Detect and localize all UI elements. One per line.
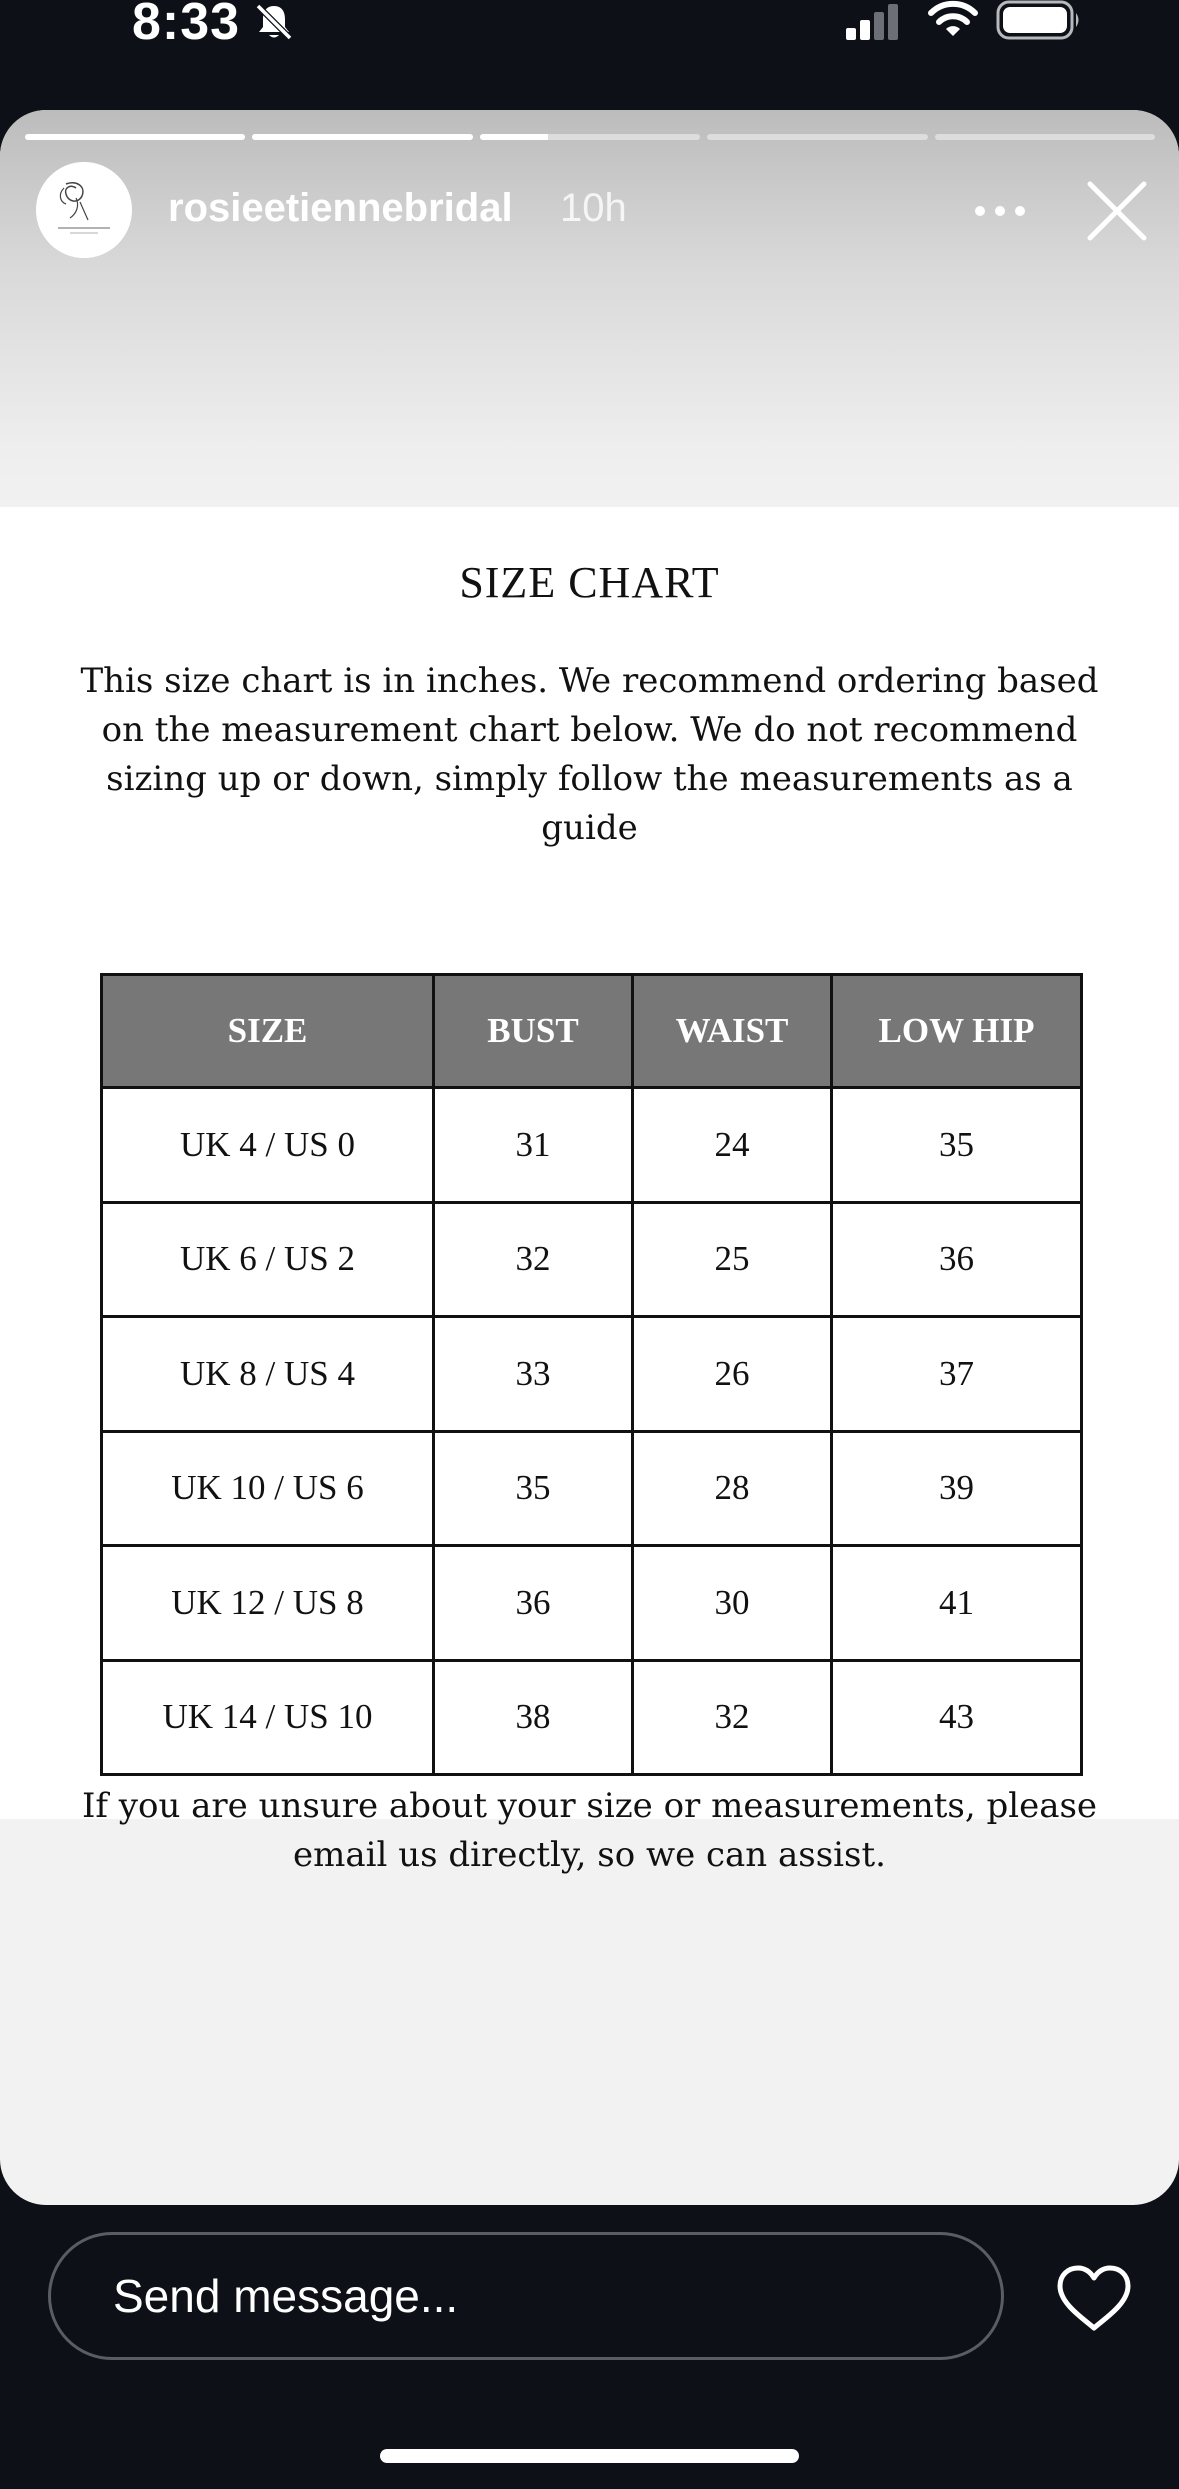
column-header-size: SIZE bbox=[102, 975, 434, 1088]
size-chart-title: SIZE CHART bbox=[459, 558, 720, 607]
cell-bust: 35 bbox=[434, 1431, 633, 1546]
cell-bust: 32 bbox=[434, 1202, 633, 1317]
progress-segment bbox=[935, 134, 1155, 140]
size-chart-intro: This size chart is in inches. We recommend ordering based on the measurement chart below. We do not recommend sizing up or down, simply follow the measurements as a guide bbox=[80, 661, 1099, 848]
cell-size: UK 10 / US 6 bbox=[102, 1431, 434, 1546]
more-horizontal-icon[interactable] bbox=[970, 186, 1030, 236]
cell-size: UK 14 / US 10 bbox=[102, 1660, 434, 1775]
cell-waist: 25 bbox=[633, 1202, 832, 1317]
progress-segment bbox=[707, 134, 927, 140]
cell-low-hip: 35 bbox=[832, 1088, 1082, 1203]
cell-bust: 38 bbox=[434, 1660, 633, 1775]
cell-low-hip: 39 bbox=[832, 1431, 1082, 1546]
table-row bbox=[102, 1317, 1082, 1432]
cell-size: UK 6 / US 2 bbox=[102, 1202, 434, 1317]
cell-low-hip: 43 bbox=[832, 1660, 1082, 1775]
table-header-row bbox=[102, 975, 1082, 1088]
bell-slash-icon bbox=[252, 0, 296, 49]
cell-low-hip: 37 bbox=[832, 1317, 1082, 1432]
progress-segment bbox=[480, 134, 700, 140]
cell-low-hip: 41 bbox=[832, 1546, 1082, 1661]
size-chart-footer: If you are unsure about your size or measurements, please email us directly, so we can assist. bbox=[81, 1786, 1098, 1875]
size-chart-image bbox=[0, 507, 1179, 1875]
story-progress-bar bbox=[25, 134, 1155, 140]
story-time-ago: 10h bbox=[560, 186, 627, 230]
heart-icon[interactable] bbox=[1054, 2262, 1134, 2334]
cell-size: UK 8 / US 4 bbox=[102, 1317, 434, 1432]
column-header-bust: BUST bbox=[434, 975, 633, 1088]
status-bar bbox=[0, 0, 1179, 90]
story-card[interactable] bbox=[0, 110, 1179, 2205]
column-header-waist: WAIST bbox=[633, 975, 832, 1088]
wifi-icon bbox=[926, 0, 980, 47]
size-table bbox=[100, 973, 1083, 1776]
table-row bbox=[102, 1088, 1082, 1203]
avatar[interactable] bbox=[36, 162, 132, 258]
progress-segment bbox=[25, 134, 245, 140]
table-row bbox=[102, 1431, 1082, 1546]
column-header-low-hip: LOW HIP bbox=[832, 975, 1082, 1088]
progress-segment-fill bbox=[480, 134, 548, 140]
table-row bbox=[102, 1202, 1082, 1317]
cellular-signal-icon bbox=[844, 2, 904, 47]
story-username[interactable]: rosieetiennebridal bbox=[168, 186, 513, 230]
cell-bust: 33 bbox=[434, 1317, 633, 1432]
cell-waist: 32 bbox=[633, 1660, 832, 1775]
cell-size: UK 4 / US 0 bbox=[102, 1088, 434, 1203]
rose-logo-avatar bbox=[36, 162, 132, 258]
cell-waist: 28 bbox=[633, 1431, 832, 1546]
progress-segment-fill bbox=[25, 134, 245, 140]
cell-waist: 24 bbox=[633, 1088, 832, 1203]
send-message-input[interactable] bbox=[48, 2232, 1004, 2360]
close-icon[interactable] bbox=[1084, 178, 1150, 244]
cell-low-hip: 36 bbox=[832, 1202, 1082, 1317]
home-indicator[interactable] bbox=[380, 2449, 799, 2463]
battery-icon bbox=[996, 0, 1082, 47]
cell-size: UK 12 / US 8 bbox=[102, 1546, 434, 1661]
cell-bust: 31 bbox=[434, 1088, 633, 1203]
cell-waist: 26 bbox=[633, 1317, 832, 1432]
progress-segment bbox=[252, 134, 472, 140]
progress-segment-fill bbox=[252, 134, 472, 140]
status-time: 8:33 bbox=[132, 0, 241, 51]
story-header bbox=[36, 162, 1146, 262]
table-row bbox=[102, 1546, 1082, 1661]
cell-bust: 36 bbox=[434, 1546, 633, 1661]
cell-waist: 30 bbox=[633, 1546, 832, 1661]
table-row bbox=[102, 1660, 1082, 1775]
